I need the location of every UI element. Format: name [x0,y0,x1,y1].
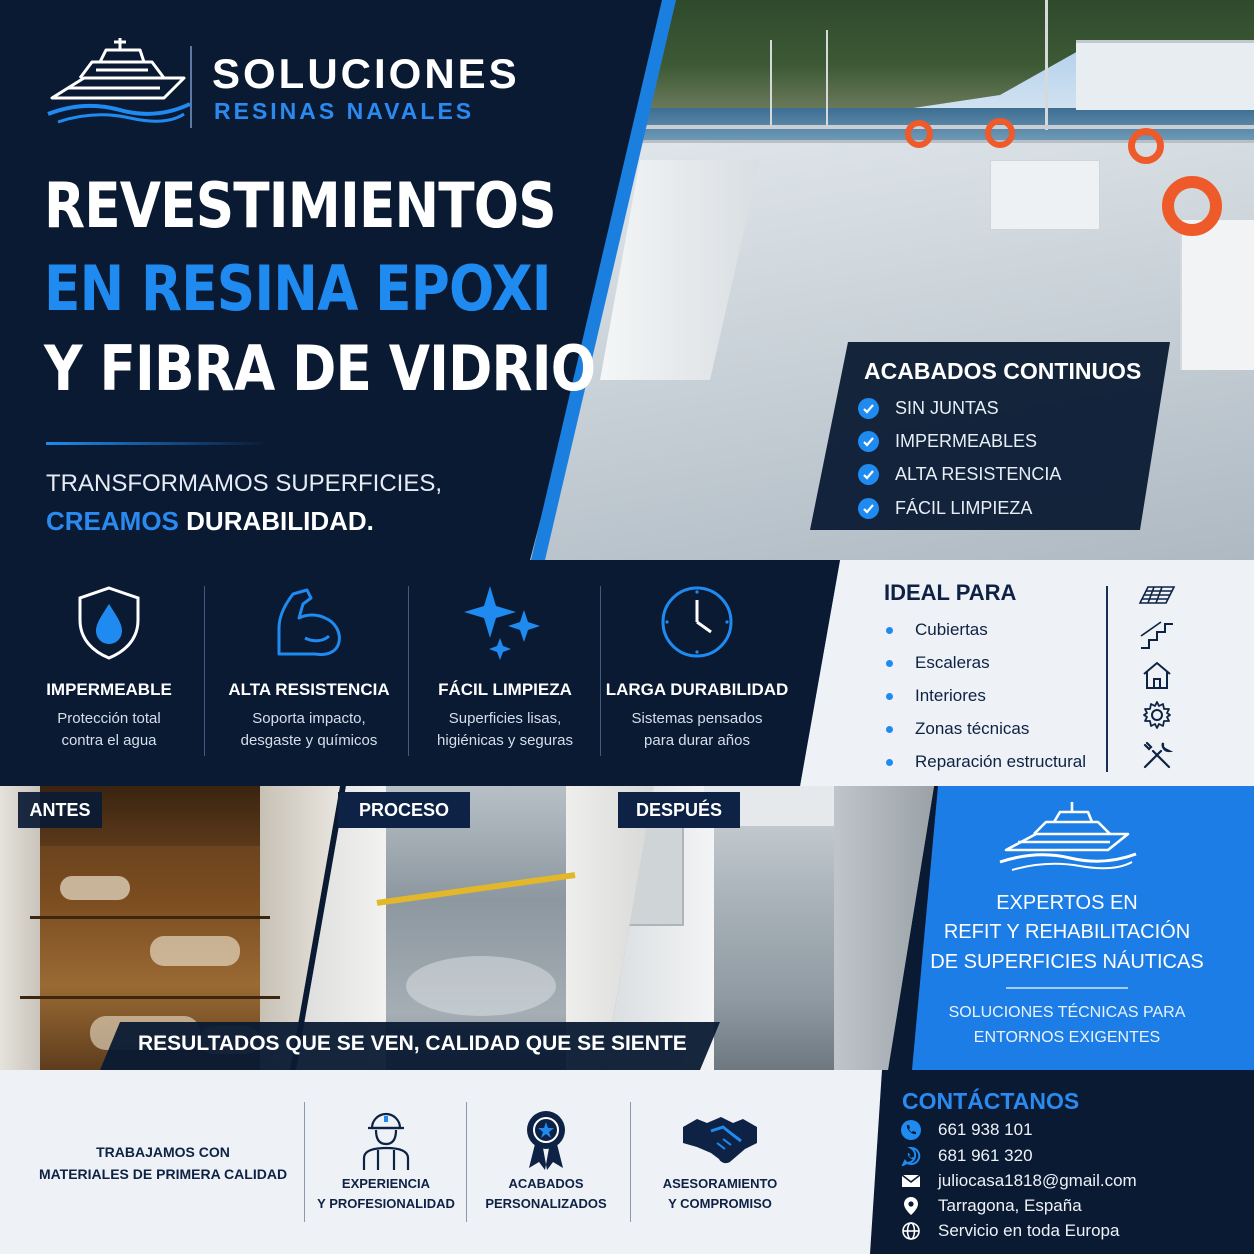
ideal-item-label: Escaleras [915,653,990,672]
globe-icon [900,1220,922,1242]
contact-whatsapp-text[interactable]: 681 961 320 [938,1146,1033,1165]
bullet-icon [886,660,893,667]
contact-title: CONTÁCTANOS [902,1088,1080,1114]
sparkles-icon [410,580,600,664]
bottom-item-advice [640,1104,800,1214]
bullet-icon [886,627,893,634]
feature-desc [602,708,792,752]
deck-planks-icon [1138,580,1176,610]
feature-desc-line: Soporta impacto, [252,710,366,727]
finishes-item [858,462,1061,486]
bottom-item-finishes [466,1104,626,1214]
tagline-line-1: TRANSFORMAMOS SUPERFICIES, [46,470,443,497]
flexed-arm-icon [214,580,404,664]
location-pin-icon [900,1195,922,1217]
bullet-icon [886,759,893,766]
feature-title: FÁCIL LIMPIEZA [438,680,572,699]
finishes-item-label: ALTA RESISTENCIA [895,463,1062,484]
experts-sub-2: ENTORNOS EXIGENTES [973,1029,1161,1046]
experts-sub-1: SOLUCIONES TÉCNICAS PARA [948,1004,1186,1021]
label-process: PROCESO [338,792,470,828]
ideal-item-label: Cubiertas [915,620,988,639]
bottom-item-experience [306,1104,466,1214]
tagline-line-2 [46,506,374,537]
worker-icon [306,1104,466,1174]
bottom-item-label: ASESORAMIENTO [662,1176,778,1191]
feature-title: LARGA DURABILIDAD [605,680,789,699]
gear-icon [1138,700,1176,730]
feature-larga-durabilidad [602,580,792,770]
bullet-icon [886,693,893,700]
feature-desc-line: para durar años [644,732,750,749]
experts-rule [1006,987,1128,989]
headline-line-2: EN RESINA EPOXI [44,252,551,325]
bottom-item-label: ACABADOS [508,1176,584,1191]
finishes-item-label: IMPERMEABLES [895,430,1038,451]
feature-divider [600,586,601,756]
check-icon [858,498,879,519]
label-after: DESPUÉS [618,792,740,828]
handshake-icon [640,1104,800,1174]
ideal-item [886,686,986,706]
headline-rule [46,442,268,445]
stairs-icon [1138,620,1176,650]
ideal-item [886,719,1029,739]
finishes-item [858,496,1032,520]
label-before: ANTES [18,792,102,828]
clock-icon [602,580,792,664]
ideal-item [886,620,988,640]
shield-drop-icon [14,580,204,664]
whatsapp-icon [900,1145,922,1167]
experts-line-3: DE SUPERFICIES NÁUTICAS [930,951,1204,973]
experts-line-1: EXPERTOS EN [996,892,1138,914]
ideal-item-label: Interiores [915,686,986,705]
phone-icon [900,1119,922,1141]
check-icon [858,398,879,419]
check-icon [858,431,879,452]
ideal-item [886,752,1086,772]
ideal-item [886,653,990,673]
contact-phone-text[interactable]: 661 938 101 [938,1120,1033,1139]
finishes-item-label: FÁCIL LIMPIEZA [895,497,1033,518]
award-ribbon-icon [466,1104,626,1174]
materials-line-2: MATERIALES DE PRIMERA CALIDAD [38,1166,288,1182]
contact-whatsapp[interactable] [900,1145,1033,1167]
bottom-item-label: Y COMPROMISO [668,1196,772,1211]
tagline-rest: DURABILIDAD. [186,506,374,536]
contact-location [900,1195,1082,1217]
ideal-item-label: Zonas técnicas [915,719,1030,738]
feature-title: IMPERMEABLE [46,680,172,699]
tools-icon [1138,740,1176,770]
ideal-title: IDEAL PARA [884,580,1017,605]
feature-desc-line: contra el agua [61,732,157,749]
feature-divider [408,586,409,756]
headline-line-1: REVESTIMIENTOS [44,169,556,242]
feature-alta-resistencia [214,580,404,770]
yacht-icon [996,798,1140,874]
check-icon [858,464,879,485]
ideal-item-label: Reparación estructural [915,752,1087,771]
feature-desc-line: higiénicas y seguras [437,732,573,749]
yacht-logo-icon [44,30,194,130]
bottom-divider [630,1102,631,1222]
results-banner-text: RESULTADOS QUE SE VEN, CALIDAD QUE SE SIENTE [138,1032,687,1055]
bottom-item-label: PERSONALIZADOS [485,1196,607,1211]
feature-desc-line: Sistemas pensados [631,710,763,727]
ideal-divider [1106,586,1108,772]
logo-divider [190,46,192,128]
house-icon [1138,660,1176,690]
bottom-item-label: Y PROFESIONALIDAD [317,1196,455,1211]
finishes-item [858,429,1037,453]
brand-subtitle: RESINAS NAVALES [214,98,475,124]
feature-desc [214,708,404,752]
feature-desc-line: Protección total [57,710,161,727]
feature-desc [410,708,600,752]
contact-coverage-text: Servicio en toda Europa [938,1221,1120,1240]
contact-email[interactable] [900,1170,1137,1192]
contact-phone[interactable] [900,1119,1033,1141]
feature-facil-limpieza [410,580,600,770]
headline-line-3: Y FIBRA DE VIDRIO [44,332,596,405]
experts-line-2: REFIT Y REHABILITACIÓN [943,921,1191,943]
finishes-title: ACABADOS CONTINUOS [864,358,1142,384]
tagline-highlight: CREAMOS [46,506,179,536]
bullet-icon [886,726,893,733]
feature-desc-line: Superficies lisas, [448,710,562,727]
feature-divider [204,586,205,756]
bottom-item-label: EXPERIENCIA [341,1176,431,1191]
mail-icon [900,1170,922,1192]
contact-location-text: Tarragona, España [938,1196,1082,1215]
feature-desc [14,708,204,752]
contact-coverage [900,1220,1119,1242]
feature-title: ALTA RESISTENCIA [228,680,390,699]
brand-name: SOLUCIONES [212,50,520,97]
materials-line-1: TRABAJAMOS CON [96,1144,230,1160]
feature-desc-line: desgaste y químicos [240,732,378,749]
bottom-divider [304,1102,305,1222]
contact-email-text[interactable]: juliocasa1818@gmail.com [938,1171,1137,1190]
finishes-item [858,396,999,420]
finishes-item-label: SIN JUNTAS [895,397,999,418]
feature-impermeable [14,580,204,770]
